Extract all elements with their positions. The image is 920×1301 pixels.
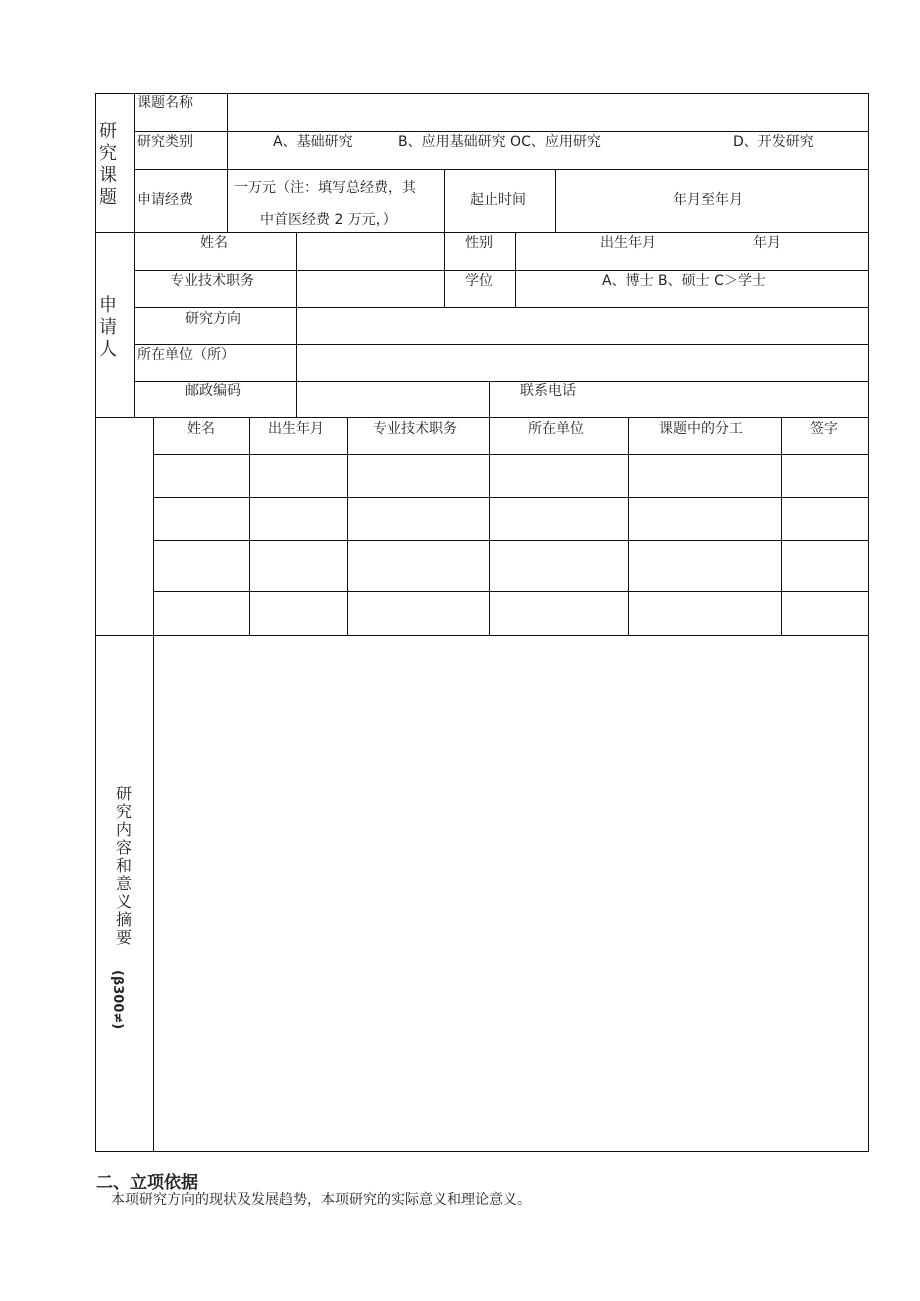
row-line: [134, 270, 868, 271]
members-header-role: 课题中的分工: [659, 421, 743, 437]
applicant-name-field[interactable]: [297, 233, 444, 270]
member-cell[interactable]: [348, 498, 489, 540]
member-cell[interactable]: [629, 498, 781, 540]
funding-note-line2: 中首医经费 2 万元，）: [260, 212, 397, 228]
table-row: [154, 498, 868, 540]
project-label-divider: [134, 93, 135, 233]
applicant-unit-field[interactable]: [297, 345, 868, 381]
member-cell[interactable]: [629, 541, 781, 591]
applicant-direction-field[interactable]: [297, 308, 868, 344]
members-header-title: 专业技术职务: [373, 421, 457, 437]
applicant-postcode-label: 邮政编码: [185, 383, 241, 399]
member-cell[interactable]: [782, 455, 868, 497]
applicant-label-divider: [134, 232, 135, 418]
table-bottom-border: [95, 1151, 869, 1152]
applicant-gender-label: 性别: [465, 235, 493, 251]
topic-name-label: 课题名称: [137, 95, 193, 111]
col-line: [489, 381, 490, 418]
summary-content-area[interactable]: [154, 636, 868, 1151]
table-row: [154, 455, 868, 497]
row-line: [134, 169, 868, 170]
applicant-degree-label: 学位: [465, 273, 493, 289]
member-cell[interactable]: [154, 592, 249, 635]
applicant-section-label: 申请人: [99, 295, 117, 360]
table-row: [154, 592, 868, 635]
member-cell[interactable]: [782, 498, 868, 540]
member-cell[interactable]: [348, 541, 489, 591]
col-line: [444, 232, 445, 307]
member-cell[interactable]: [629, 592, 781, 635]
table-row: [154, 541, 868, 591]
applicant-title-field[interactable]: [297, 271, 444, 307]
members-header-name: 姓名: [187, 421, 215, 437]
members-header-unit: 所在单位: [528, 421, 584, 437]
table-left-border: [95, 93, 96, 1152]
member-cell[interactable]: [782, 541, 868, 591]
member-cell[interactable]: [348, 455, 489, 497]
col-line: [444, 169, 445, 233]
applicant-unit-label: 所在单位（所）: [137, 347, 235, 363]
member-cell[interactable]: [250, 455, 347, 497]
member-cell[interactable]: [250, 592, 347, 635]
section-line: [95, 417, 869, 418]
member-cell[interactable]: [154, 455, 249, 497]
section2-heading: 二、立项依据: [96, 1173, 198, 1193]
member-cell[interactable]: [490, 498, 628, 540]
applicant-birth-label: 出生年月: [600, 235, 656, 251]
member-cell[interactable]: [250, 541, 347, 591]
col-line: [555, 169, 556, 233]
applicant-direction-label: 研究方向: [185, 311, 241, 327]
member-cell[interactable]: [250, 498, 347, 540]
col-line: [515, 232, 516, 307]
applicant-postcode-field[interactable]: [297, 382, 489, 417]
row-line: [134, 131, 868, 132]
members-header-birth: 出生年月: [268, 421, 324, 437]
period-label: 起止时间: [470, 192, 526, 208]
member-cell[interactable]: [490, 541, 628, 591]
research-type-label: 研究类别: [137, 134, 193, 150]
applicant-birth-value[interactable]: 年月: [753, 235, 781, 251]
funding-note-line1: 一万元（注：填写总经费，其: [234, 180, 416, 196]
funding-label: 申请经费: [137, 192, 193, 208]
summary-label: 研究内容和意义摘要: [115, 784, 132, 947]
applicant-phone-label: 联系电话: [520, 383, 576, 399]
section2-instruction: 本项研究方向的现状及发展趋势，本项研究的实际意义和理论意义。: [111, 1192, 531, 1208]
applicant-name-label: 姓名: [200, 235, 228, 251]
table-right-border: [868, 93, 869, 1152]
topic-name-field[interactable]: [228, 94, 868, 131]
research-type-option-a[interactable]: A、基础研究: [273, 134, 353, 150]
member-cell[interactable]: [348, 592, 489, 635]
member-cell[interactable]: [154, 541, 249, 591]
section-line: [95, 232, 869, 233]
member-cell[interactable]: [782, 592, 868, 635]
project-section-label: 研究课题: [99, 121, 117, 208]
member-cell[interactable]: [490, 455, 628, 497]
member-cell[interactable]: [154, 498, 249, 540]
research-type-option-d[interactable]: D、开发研究: [733, 134, 814, 150]
row-line: [134, 381, 868, 382]
member-cell[interactable]: [490, 592, 628, 635]
summary-label-note: (β300≠): [110, 970, 125, 1030]
applicant-degree-options[interactable]: A、博士 B、硕士 C＞学士: [602, 273, 766, 289]
members-header-signature: 签字: [810, 421, 838, 437]
period-value[interactable]: 年月至年月: [673, 192, 743, 208]
research-type-option-bc[interactable]: B、应用基础研究 OC、应用研究: [398, 134, 601, 150]
member-cell[interactable]: [629, 455, 781, 497]
applicant-title-label: 专业技术职务: [170, 273, 254, 289]
